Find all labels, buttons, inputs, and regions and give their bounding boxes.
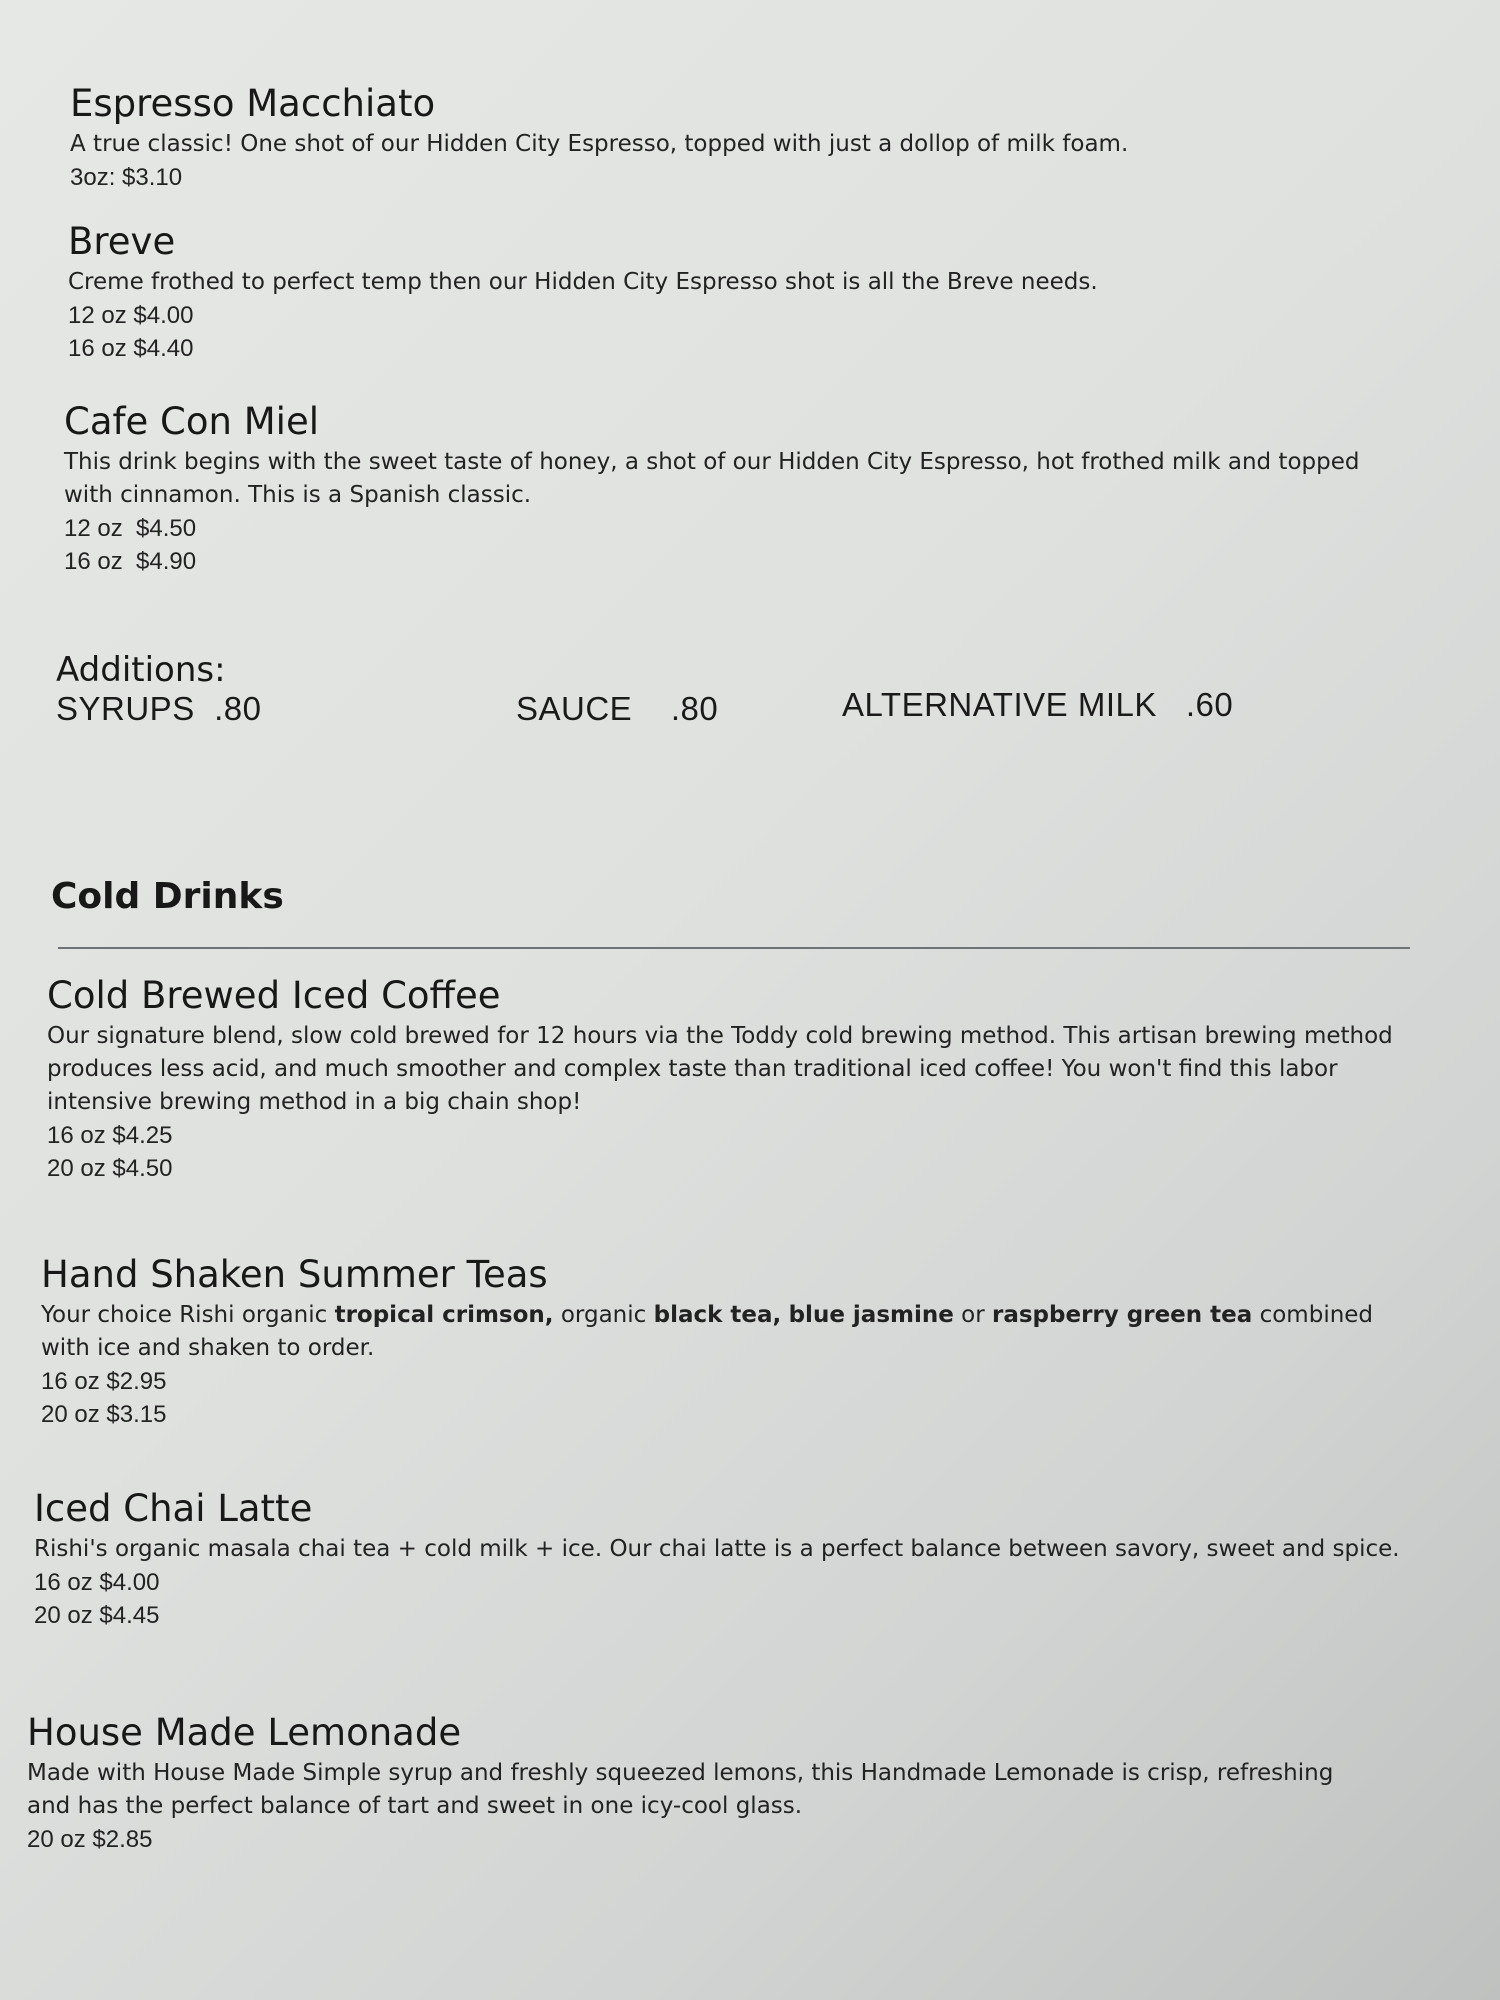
menu-item-iced-chai-latte bbox=[34, 1487, 1424, 1632]
item-description: Our signature blend, slow cold brewed for 12 hours via the Toddy cold brewing method. This artisan brewing method produces less acid, and much smoother and complex taste than traditional iced coffee! You won't find this labor intensive brewing method in a big chain shop! bbox=[47, 1023, 1393, 1116]
item-price: 20 oz $4.50 bbox=[47, 1155, 173, 1183]
item-title: Espresso Macchiato bbox=[70, 82, 436, 125]
item-description: Creme frothed to perfect temp then our Hidden City Espresso shot is all the Breve needs. bbox=[68, 269, 1098, 296]
item-description: A true classic! One shot of our Hidden City Espresso, topped with just a dollop of milk foam. bbox=[70, 131, 1129, 158]
item-price: 16 oz $2.95 bbox=[41, 1368, 167, 1396]
desc-part: combined with ice and shaken to order. bbox=[41, 1302, 1374, 1362]
item-price: 3oz: $3.10 bbox=[70, 164, 183, 192]
menu-item-cafe-con-miel bbox=[64, 400, 1404, 578]
menu-item-breve bbox=[68, 220, 1428, 365]
item-title: Cold Brewed Iced Coffee bbox=[47, 974, 501, 1017]
desc-part-bold: tropical crimson, bbox=[334, 1302, 554, 1329]
desc-part-bold: blue jasmine bbox=[788, 1302, 954, 1329]
menu-item-cold-brewed-iced-coffee bbox=[47, 974, 1417, 1185]
addition-label: SAUCE bbox=[516, 690, 633, 727]
desc-part bbox=[781, 1302, 788, 1328]
desc-part-bold: black tea, bbox=[653, 1302, 782, 1329]
item-price: 20 oz $4.45 bbox=[34, 1602, 160, 1630]
addition-sauce bbox=[516, 690, 718, 728]
addition-label: SYRUPS bbox=[56, 690, 195, 727]
item-title: Cafe Con Miel bbox=[64, 400, 319, 443]
addition-price: .80 bbox=[214, 690, 262, 727]
addition-price: .60 bbox=[1185, 686, 1234, 723]
item-price: 12 oz $4.50 bbox=[64, 515, 197, 543]
item-description: Rishi's organic masala chai tea + cold milk + ice. Our chai latte is a perfect balance between savory, sweet and spice. bbox=[34, 1536, 1400, 1563]
desc-part: Your choice Rishi organic bbox=[41, 1302, 335, 1329]
item-price: 20 oz $2.85 bbox=[27, 1826, 153, 1854]
item-description: Made with House Made Simple syrup and freshly squeezed lemons, this Handmade Lemonade is crisp, refreshing and has the perfect balance of tart and sweet in one icy-cool glass. bbox=[27, 1760, 1334, 1820]
addition-price: .80 bbox=[670, 690, 719, 727]
item-price: 16 oz $4.25 bbox=[47, 1122, 173, 1150]
item-price: 16 oz $4.00 bbox=[34, 1569, 160, 1597]
item-description bbox=[41, 1299, 1421, 1365]
section-heading-cold-drinks: Cold Drinks bbox=[51, 876, 284, 917]
item-title: Breve bbox=[68, 220, 176, 263]
menu-item-espresso-macchiato bbox=[70, 82, 1430, 194]
item-price: 16 oz $4.40 bbox=[68, 335, 194, 363]
item-title: Iced Chai Latte bbox=[34, 1487, 313, 1530]
item-title: House Made Lemonade bbox=[27, 1711, 462, 1754]
item-description: This drink begins with the sweet taste of honey, a shot of our Hidden City Espresso, hot frothed milk and topped with cinnamon. This is a Spanish classic. bbox=[64, 449, 1360, 509]
desc-part: or bbox=[953, 1302, 992, 1329]
item-price: 12 oz $4.00 bbox=[68, 302, 194, 330]
desc-part: organic bbox=[553, 1302, 654, 1329]
menu-item-house-made-lemonade bbox=[27, 1711, 1367, 1856]
menu-item-hand-shaken-summer-teas bbox=[41, 1253, 1421, 1431]
addition-label: ALTERNATIVE MILK bbox=[842, 686, 1157, 723]
item-price: 16 oz $4.90 bbox=[64, 548, 197, 576]
addition-syrups bbox=[56, 690, 261, 728]
additions-title: Additions: bbox=[56, 650, 226, 690]
item-title: Hand Shaken Summer Teas bbox=[41, 1253, 548, 1296]
item-price: 20 oz $3.15 bbox=[41, 1401, 167, 1429]
section-divider bbox=[58, 947, 1410, 949]
addition-alternative-milk bbox=[842, 686, 1233, 724]
desc-part-bold: raspberry green tea bbox=[992, 1302, 1253, 1329]
